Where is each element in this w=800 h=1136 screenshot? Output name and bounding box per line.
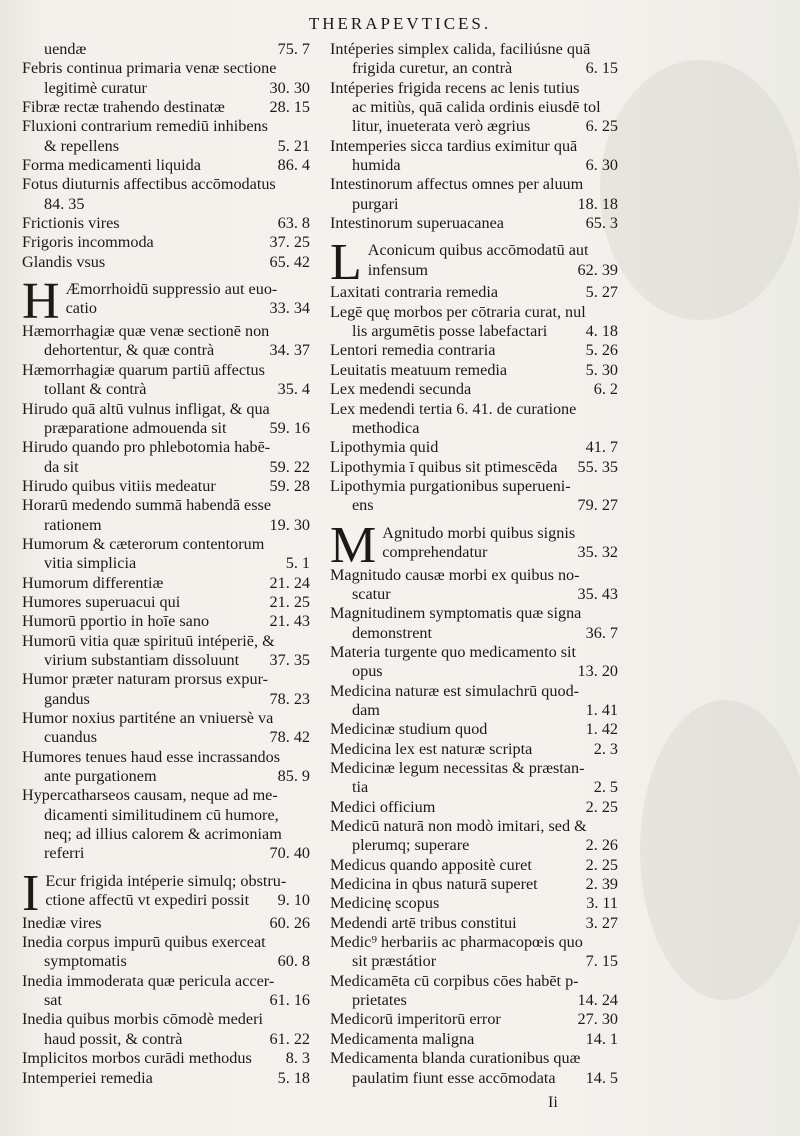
- paper-stain: [600, 60, 800, 320]
- entry-text: dam: [352, 700, 380, 719]
- index-entry: [22, 400, 310, 419]
- entry-text: Medicinæ studium quod: [330, 720, 488, 739]
- paper-stain: [640, 700, 800, 1000]
- index-entry: [330, 341, 618, 360]
- index-entry: [22, 670, 310, 689]
- entry-text: Humorum differentiæ: [22, 573, 164, 592]
- index-entry: [22, 233, 310, 252]
- page-reference: 14. 1: [585, 1029, 618, 1048]
- index-entry-continuation: [22, 137, 310, 156]
- entry-text: sit præstátior: [352, 952, 437, 971]
- page-reference: 27. 30: [577, 1010, 618, 1029]
- index-entry: [330, 856, 618, 875]
- entry-text: opus: [352, 662, 383, 681]
- index-entry: [330, 643, 618, 662]
- entry-text: Medicū naturā non modò imitari, sed &: [330, 817, 587, 836]
- page-reference: 13. 20: [577, 662, 618, 681]
- entry-text: scatur: [352, 584, 391, 603]
- page-reference: 59. 22: [269, 457, 310, 476]
- page-reference: 4. 18: [585, 322, 618, 341]
- index-entry-continuation: [22, 952, 310, 971]
- index-entry-continuation: [330, 585, 618, 604]
- index-entry: [22, 117, 310, 136]
- page-reference: 30. 30: [269, 78, 310, 97]
- page-reference: 36. 7: [585, 623, 618, 642]
- page-reference: 33. 34: [269, 299, 310, 318]
- index-entry: [330, 438, 618, 457]
- index-entry: [330, 137, 618, 156]
- page-reference: 59. 28: [269, 476, 310, 495]
- entry-text: præparatione admouenda sit: [44, 418, 227, 437]
- entry-text: dehortentur, & quæ contrà: [44, 341, 215, 360]
- entry-text: virium substantiam dissoluunt: [44, 650, 240, 669]
- section-start: [330, 516, 618, 574]
- index-entry: [330, 604, 618, 623]
- index-entry: [330, 759, 618, 778]
- section-start: [22, 864, 310, 922]
- entry-text: legitimè curatur: [44, 78, 147, 97]
- index-entry-continuation: [22, 844, 310, 863]
- index-entry-continuation: [330, 322, 618, 341]
- index-entry: [330, 361, 618, 380]
- index-entry-continuation: [330, 662, 618, 681]
- index-entry: [22, 1010, 310, 1029]
- entry-text: paulatim fiunt esse accōmodata: [352, 1068, 556, 1087]
- page-reference: 2. 3: [593, 739, 618, 758]
- index-entry: [330, 175, 618, 194]
- entry-text: methodica: [352, 418, 420, 437]
- page-reference: 6. 2: [593, 380, 618, 399]
- entry-text: neq; ad illius calorem & acrimoniam: [44, 825, 282, 844]
- entry-text: sat: [44, 991, 62, 1010]
- index-entry: [330, 972, 618, 991]
- index-entry-continuation: [330, 836, 618, 855]
- entry-text: Ecur frigida intéperie simulq; obstru-: [45, 871, 287, 890]
- index-entry-continuation: [22, 767, 310, 786]
- page-reference: 35. 4: [277, 380, 310, 399]
- index-entry-continuation: [22, 195, 310, 214]
- entry-text: Intéperies simplex calida, faciliúsne quā: [330, 40, 591, 58]
- entry-text: Horarū medendo summā habendā esse: [22, 496, 272, 515]
- index-entry: [330, 400, 618, 419]
- entry-text: Medicus quando appositè curet: [330, 855, 532, 874]
- index-entry: [22, 574, 310, 593]
- entry-text: Medicamenta blanda curationibus quæ: [330, 1049, 581, 1068]
- index-entry: [22, 477, 310, 496]
- page-reference: 1. 42: [585, 720, 618, 739]
- page-reference: 21. 24: [269, 573, 310, 592]
- entry-text: Legē quę morbos per cōtraria curat, nul: [330, 302, 586, 321]
- page-reference: 62. 39: [577, 260, 618, 279]
- index-entry: [330, 798, 618, 817]
- index-entry: [330, 79, 618, 98]
- entry-text: Hirudo quibus vitiis medeatur: [22, 476, 216, 495]
- index-entry: [330, 682, 618, 701]
- page-reference: 5. 27: [585, 283, 618, 302]
- entry-text: Hæmorrhagiæ quæ venæ sectionē non: [22, 322, 270, 341]
- page-reference: 79. 27: [577, 496, 618, 515]
- index-entry-continuation: [22, 690, 310, 709]
- entry-text: Intemperies sicca tardius eximitur quā: [330, 136, 578, 155]
- index-entry: [330, 40, 618, 59]
- index-entry-continuation: [330, 98, 618, 117]
- entry-text: Aconicum quibus accōmodatū aut: [367, 241, 589, 260]
- entry-text: Lex medendi tertia 6. 41. de curatione: [330, 399, 577, 418]
- page-reference: 5. 26: [585, 341, 618, 360]
- index-entry: [22, 438, 310, 457]
- section-start: [330, 234, 618, 292]
- index-entry-continuation: [22, 728, 310, 747]
- index-entry: [22, 361, 310, 380]
- index-entry: [330, 817, 618, 836]
- page-reference: 37. 25: [269, 233, 310, 252]
- entry-text: Lipothymia ī quibus sit ptimescēda: [330, 457, 558, 476]
- entry-text: Medicorū imperitorū error: [330, 1010, 501, 1029]
- index-entry: [22, 972, 310, 991]
- index-entry: [330, 303, 618, 322]
- index-entry-continuation: [330, 952, 618, 971]
- index-entry-continuation: [330, 59, 618, 78]
- page-reference: 18. 18: [577, 194, 618, 213]
- entry-text: & repellens: [44, 136, 120, 155]
- entry-text: vitia simplicia: [44, 554, 137, 573]
- index-entry: [330, 214, 618, 233]
- index-entry: [22, 933, 310, 952]
- entry-text: Inedia immoderata quæ pericula accer-: [22, 971, 275, 990]
- index-entry-continuation: [22, 341, 310, 360]
- entry-text: Intestinorum affectus omnes per aluum: [330, 175, 584, 194]
- entry-text: Frigoris incommoda: [22, 233, 154, 252]
- entry-text: Glandis vsus: [22, 252, 106, 271]
- page-reference: 8. 3: [285, 1049, 310, 1068]
- index-entry: [22, 535, 310, 554]
- index-entry-continuation: [22, 825, 310, 844]
- entry-text: haud possit, & contrà: [44, 1029, 183, 1048]
- entry-text: Intestinorum superuacanea: [330, 214, 504, 233]
- entry-text: Humorū vitia quæ spirituū intéperiē, &: [22, 631, 275, 650]
- entry-text: Lex medendi secunda: [330, 380, 472, 399]
- index-entry: [330, 894, 618, 913]
- entry-text: Humores superuacui qui: [22, 592, 181, 611]
- index-entry: [22, 214, 310, 233]
- page-reference: 21. 25: [269, 592, 310, 611]
- index-entry: [22, 612, 310, 631]
- index-entry-continuation: [22, 991, 310, 1010]
- entry-text: ctione affectū vt expediri possit: [45, 891, 250, 910]
- entry-text: tollant & contrà: [44, 380, 147, 399]
- page-reference: 78. 23: [269, 689, 310, 708]
- index-entry-continuation: [22, 458, 310, 477]
- page-reference: 55. 35: [577, 457, 618, 476]
- entry-text: Medicamenta maligna: [330, 1029, 475, 1048]
- entry-text: Materia turgente quo medicamento sit: [330, 642, 577, 661]
- index-entry-continuation: [330, 1069, 618, 1088]
- signature-mark: Ii: [548, 1094, 558, 1111]
- page-reference: 7. 15: [585, 952, 618, 971]
- drop-capital: M: [330, 516, 377, 574]
- entry-text: Intemperiei remedia: [22, 1068, 153, 1087]
- index-entry: [22, 593, 310, 612]
- index-entry: [330, 1030, 618, 1049]
- index-entry: [330, 283, 618, 302]
- index-entry-continuation: [22, 79, 310, 98]
- entry-text: Frictionis vires: [22, 214, 120, 233]
- index-entry: [45, 891, 310, 910]
- entry-text: plerumq; superare: [352, 836, 470, 855]
- index-entry-continuation: [330, 156, 618, 175]
- page-reference: 3. 11: [586, 894, 618, 913]
- entry-text: Leuitatis meatuum remedia: [330, 360, 508, 379]
- entry-text: Humor noxius partiténe an vniuersè va: [22, 709, 274, 727]
- entry-text: cuandus: [44, 728, 98, 747]
- entry-text: Hæmorrhagiæ quarum partiū affectus: [22, 360, 265, 379]
- page-reference: 60. 8: [277, 952, 310, 971]
- entry-text: Medicamēta cū corpibus cōes habēt p-: [330, 971, 579, 990]
- page-reference: 78. 42: [269, 728, 310, 747]
- entry-text: catio: [65, 299, 98, 318]
- page-reference: 60. 26: [269, 913, 310, 932]
- index-column-left: [22, 40, 310, 1088]
- index-entry: [45, 872, 310, 891]
- entry-text: frigida curetur, an contrà: [352, 59, 513, 78]
- index-entry: [330, 720, 618, 739]
- entry-text: Hypercatharseos causam, neque ad me-: [22, 786, 278, 805]
- page-reference: 35. 43: [577, 584, 618, 603]
- entry-text: Medic⁹ herbariis ac pharmacopœis quo: [330, 933, 583, 952]
- page-reference: 59. 16: [269, 418, 310, 437]
- index-entry-continuation: [22, 806, 310, 825]
- index-entry: [22, 253, 310, 272]
- index-entry: [22, 496, 310, 515]
- index-entry: [330, 458, 618, 477]
- entry-text: referri: [44, 844, 85, 863]
- page-reference: 3. 27: [585, 913, 618, 932]
- index-entry: [330, 740, 618, 759]
- index-entry-continuation: [330, 195, 618, 214]
- drop-capital: L: [330, 234, 362, 292]
- entry-text: Humorum & cæterorum contentorum: [22, 534, 265, 553]
- page-reference: 65. 42: [269, 252, 310, 271]
- entry-text: Humorū pportio in hoīe sano: [22, 612, 210, 631]
- entry-text: Medicina in qbus naturā superet: [330, 875, 538, 894]
- index-entry-continuation: [330, 778, 618, 797]
- entry-text: uendæ: [44, 40, 87, 58]
- entry-text: Intéperies frigida recens ac lenis tutius: [330, 78, 580, 97]
- page-reference: 19. 30: [269, 515, 310, 534]
- index-entry: [22, 914, 310, 933]
- page-reference: 9. 10: [277, 891, 310, 910]
- drop-capital: I: [22, 864, 40, 922]
- index-entry: [66, 299, 310, 318]
- entry-text: gandus: [44, 689, 90, 708]
- index-entry-continuation: [22, 516, 310, 535]
- index-entry-continuation: [22, 419, 310, 438]
- index-entry-continuation: [22, 1030, 310, 1049]
- index-entry: [330, 914, 618, 933]
- entry-text: Magnitudo causæ morbi ex quibus no-: [330, 565, 580, 584]
- entry-text: comprehendatur: [382, 542, 488, 561]
- index-entry-continuation: [330, 701, 618, 720]
- drop-capital: H: [22, 273, 60, 331]
- entry-text: symptomatis: [44, 952, 127, 971]
- entry-text: Inedia quibus morbis cōmodè mederi: [22, 1010, 263, 1029]
- page-reference: 2. 25: [585, 855, 618, 874]
- entry-text: Lipothymia quid: [330, 438, 439, 457]
- index-entry: [22, 1049, 310, 1068]
- index-entry-continuation: [22, 554, 310, 573]
- page-reference: 28. 15: [269, 98, 310, 117]
- index-column-right: [330, 40, 618, 1088]
- entry-text: humida: [352, 156, 401, 175]
- index-entry-continuation: [22, 651, 310, 670]
- page-reference: 5. 21: [277, 136, 310, 155]
- entry-text: Agnitudo morbi quibus signis: [382, 523, 576, 542]
- index-entry-continuation: [330, 117, 618, 136]
- entry-text: Fibræ rectæ trahendo destinatæ: [22, 98, 225, 117]
- page-reference: 6. 30: [585, 156, 618, 175]
- index-entry: [382, 543, 618, 562]
- entry-text: rationem: [44, 515, 102, 534]
- entry-text: Inediæ vires: [22, 913, 102, 932]
- page-reference: 61. 22: [269, 1029, 310, 1048]
- page-reference: 85. 9: [277, 767, 310, 786]
- page-reference: 21. 43: [269, 612, 310, 631]
- index-entry: [382, 524, 618, 543]
- page-reference: 6. 25: [585, 117, 618, 136]
- entry-text: Medicinę scopus: [330, 894, 440, 913]
- entry-text: ens: [352, 496, 374, 515]
- index-entry-continuation: [330, 496, 618, 515]
- page-reference: 1. 41: [585, 700, 618, 719]
- entry-text: Magnitudinem symptomatis quæ signa: [330, 604, 582, 623]
- page-reference: 75. 7: [277, 40, 310, 58]
- page-reference: 5. 30: [585, 360, 618, 379]
- index-entry: [22, 156, 310, 175]
- entry-text: ante purgationem: [44, 767, 157, 786]
- entry-text: Implicitos morbos curādi methodus: [22, 1049, 252, 1068]
- index-entry: [22, 748, 310, 767]
- index-entry-continuation: [330, 624, 618, 643]
- index-entry: [22, 786, 310, 805]
- page-reference: 65. 3: [585, 214, 618, 233]
- index-entry: [22, 175, 310, 194]
- index-entry: [22, 709, 310, 728]
- entry-text: infensum: [367, 260, 429, 279]
- page-reference: 2. 39: [585, 875, 618, 894]
- index-entry: [22, 98, 310, 117]
- entry-text: Forma medicamenti liquida: [22, 156, 201, 175]
- entry-text: Fotus diuturnis affectibus accōmodatus: [22, 175, 276, 194]
- entry-text: Lipothymia purgationibus superueni-: [330, 476, 571, 495]
- page-reference: 63. 8: [277, 214, 310, 233]
- entry-text: demonstrent: [352, 623, 433, 642]
- page-reference: 35. 32: [577, 542, 618, 561]
- page-reference: 5. 1: [285, 554, 310, 573]
- index-entry: [368, 241, 618, 260]
- index-entry: [22, 1069, 310, 1088]
- entry-text: ac mitiùs, quā calida ordinis eiusdē tol: [352, 98, 601, 117]
- entry-text: dicamenti similitudinem cū humore,: [44, 805, 279, 824]
- entry-text: Medicina lex est naturæ scripta: [330, 739, 533, 758]
- index-entry: [368, 261, 618, 280]
- entry-text: tia: [352, 778, 369, 797]
- index-entry-continuation: [330, 991, 618, 1010]
- index-entry-continuation: [22, 380, 310, 399]
- index-entry: [330, 875, 618, 894]
- running-header: THERAPEVTICES.: [308, 14, 492, 33]
- entry-text: Medicina naturæ est simulachrū quod-: [330, 681, 580, 700]
- entry-text: Laxitati contraria remedia: [330, 283, 499, 302]
- index-entry: [330, 1049, 618, 1068]
- entry-text: Æmorrhoidū suppressio aut euo-: [65, 280, 278, 299]
- page-reference: 86. 4: [277, 156, 310, 175]
- entry-text: Febris continua primaria venæ sectione: [22, 59, 277, 78]
- index-entry: [330, 477, 618, 496]
- entry-text: Humores tenues haud esse incrassandos: [22, 747, 281, 766]
- page-reference: 2. 25: [585, 797, 618, 816]
- index-entry: [66, 280, 310, 299]
- page-reference: 70. 40: [269, 844, 310, 863]
- index-entry: [330, 566, 618, 585]
- page-reference: 41. 7: [585, 438, 618, 457]
- entry-text: Medendi artē tribus constitui: [330, 913, 517, 932]
- page-reference: 2. 26: [585, 836, 618, 855]
- index-entry-continuation: [330, 419, 618, 438]
- entry-text: purgari: [352, 194, 399, 213]
- entry-text: Hirudo quā altū vulnus infligat, & qua: [22, 399, 270, 418]
- index-entry: [22, 632, 310, 651]
- index-entry: [330, 380, 618, 399]
- page-reference: 34. 37: [269, 341, 310, 360]
- index-entry-continuation: [22, 40, 310, 59]
- entry-text: Humor præter naturam prorsus expur-: [22, 670, 269, 689]
- index-entry: [22, 59, 310, 78]
- entry-text: Medicinæ legum necessitas & præstan-: [330, 759, 585, 777]
- index-entry: [330, 1010, 618, 1029]
- entry-text: da sit: [44, 457, 79, 476]
- page-reference: 2. 5: [593, 778, 618, 797]
- entry-text: lis argumētis posse labefactari: [352, 322, 548, 341]
- page-reference: 61. 16: [269, 991, 310, 1010]
- entry-text: litur, inueterata verò ægrius: [352, 117, 531, 136]
- page-reference: 37. 35: [269, 650, 310, 669]
- index-entry: [22, 322, 310, 341]
- entry-text: Inedia corpus impurū quibus exerceat: [22, 933, 266, 952]
- index-entry: [330, 933, 618, 952]
- entry-text: 84. 35: [44, 194, 85, 213]
- entry-text: Medici officium: [330, 797, 436, 816]
- page-reference: 5. 18: [277, 1068, 310, 1087]
- section-start: [22, 273, 310, 331]
- entry-text: Lentori remedia contraria: [330, 341, 496, 360]
- entry-text: prietates: [352, 991, 407, 1010]
- page-reference: 14. 24: [577, 991, 618, 1010]
- entry-text: Fluxioni contrarium remediū inhibens: [22, 117, 268, 136]
- page-reference: 14. 5: [585, 1068, 618, 1087]
- entry-text: Hirudo quando pro phlebotomia habē-: [22, 438, 271, 457]
- page-reference: 6. 15: [585, 59, 618, 78]
